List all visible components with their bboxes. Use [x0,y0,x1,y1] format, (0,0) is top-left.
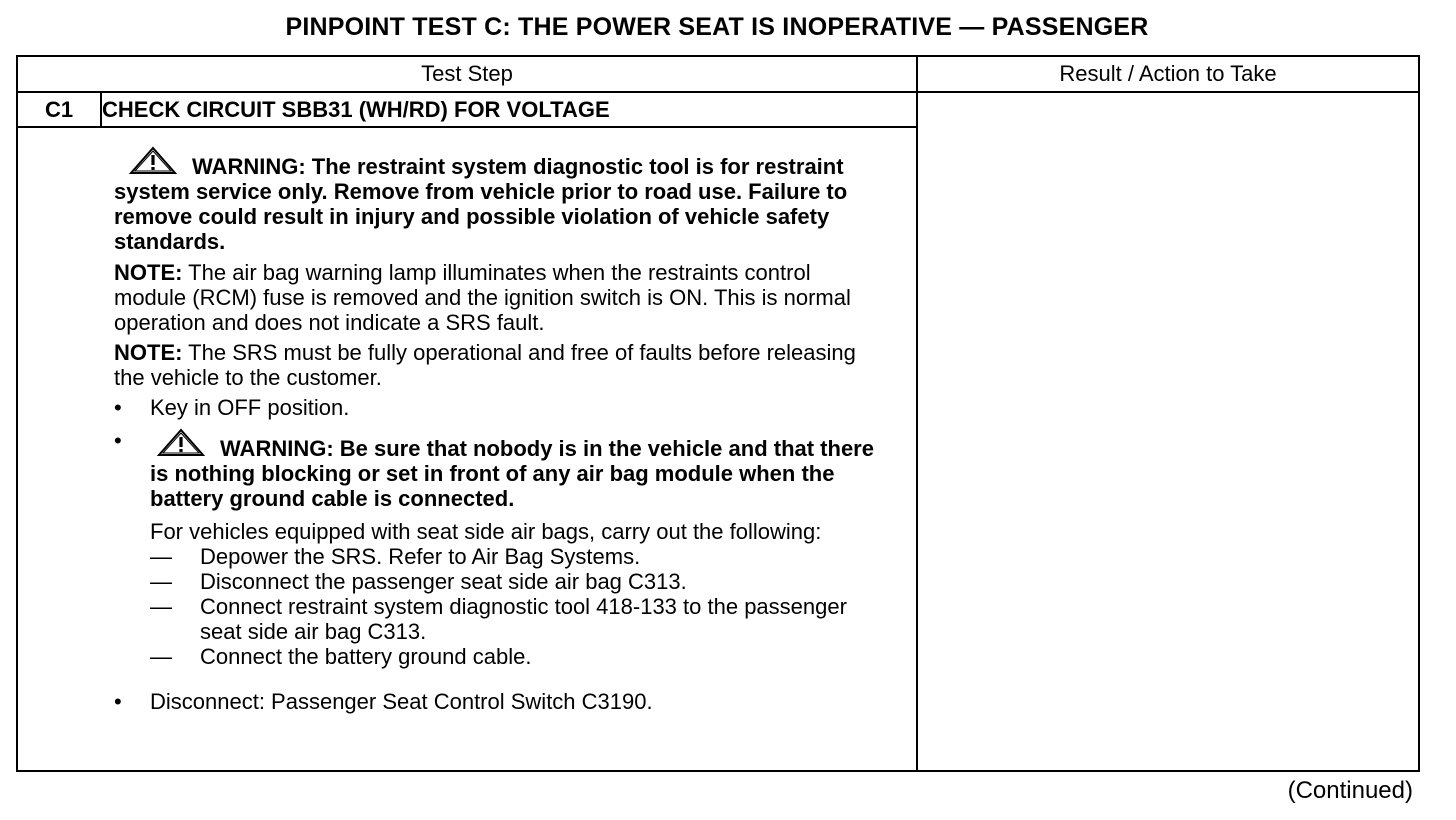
warning-triangle-icon [156,428,206,458]
sub-step-text: Depower the SRS. Refer to Air Bag Systems. [200,544,641,569]
list-item [114,428,886,669]
list-item [150,644,886,669]
list-item [150,544,886,569]
sub-step-text: Disconnect the passenger seat side air bag C313. [200,569,687,594]
step-body [17,127,917,771]
warning-text-1: WARNING: The restraint system diagnostic tool is for restraint system service only. Remove from vehicle prior to road use. Failure to remove could result in injury and possible violation of vehicle safety standards. [114,154,848,254]
dash-symbol: — [150,569,172,594]
dash-symbol: — [150,644,172,669]
bullet-1-text: Key in OFF position. [150,395,350,420]
bullet-symbol: • [114,428,122,453]
bullet-3-text: Disconnect: Passenger Seat Control Switch C3190. [150,689,653,714]
continued-label: (Continued) [1287,777,1413,804]
list-item [150,594,886,644]
sub-step-text: Connect the battery ground cable. [200,644,532,669]
warning-text-2: WARNING: Be sure that nobody is in the vehicle and that there is nothing blocking or set in front of any air bag module when the battery ground cable is connected. [150,436,874,511]
warning-block-1 [114,146,886,254]
warning-block-2 [150,428,886,511]
note-1-text: The air bag warning lamp illuminates when the restraints control module (RCM) fuse is removed and the ignition switch is ON. This is normal operation and does not indicate a SRS fault. [114,260,851,335]
note-2-text: The SRS must be fully operational and free of faults before releasing the vehicle to the customer. [114,340,856,390]
step-title: CHECK CIRCUIT SBB31 (WH/RD) FOR VOLTAGE [101,92,917,127]
note-1-label: NOTE: [114,260,183,285]
header-test-step: Test Step [17,56,917,92]
header-result-action: Result / Action to Take [917,56,1419,92]
pinpoint-test-table [16,55,1420,772]
note-2 [114,340,886,390]
note-2-label: NOTE: [114,340,183,365]
step-id: C1 [17,92,101,127]
note-1 [114,260,886,335]
sub-step-list [150,544,886,669]
dash-symbol: — [150,544,172,569]
list-item [114,689,886,714]
dash-symbol: — [150,594,172,619]
result-action-cell [917,92,1419,771]
page-title: PINPOINT TEST C: THE POWER SEAT IS INOPERATIVE — PASSENGER [285,13,1149,41]
seat-side-intro: For vehicles equipped with seat side air bags, carry out the following: [150,519,822,544]
list-item [114,395,886,420]
sub-step-text: Connect restraint system diagnostic tool 418-133 to the passenger seat side air bag C313. [200,594,847,644]
bullet-symbol: • [114,689,122,714]
warning-triangle-icon [128,146,178,176]
bullet-symbol: • [114,395,122,420]
list-item [150,569,886,594]
